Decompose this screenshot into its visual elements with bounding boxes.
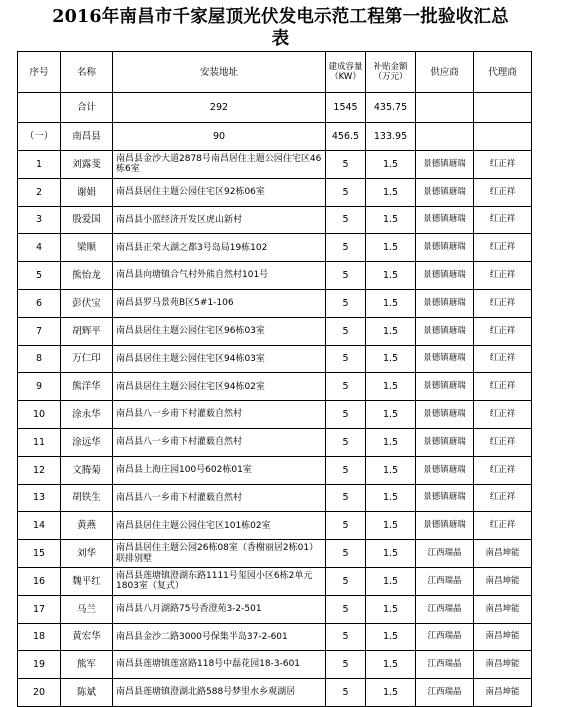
- row-subsidy: 1.5: [366, 401, 416, 429]
- total-capacity: 1545: [326, 93, 366, 123]
- row-seq: 19: [18, 651, 61, 679]
- row-agent: 南昌坤能: [474, 679, 532, 707]
- row-capacity: 5: [326, 623, 366, 651]
- row-address: 南昌县金沙二路3000号保集半岛37-2-601: [113, 623, 326, 651]
- row-seq: 18: [18, 623, 61, 651]
- county-supplier: [416, 123, 474, 151]
- row-agent: 红正祥: [474, 373, 532, 401]
- row-name: 胡铁生: [61, 484, 113, 512]
- row-address: 南昌县居住主题公园26栋08室（香榭丽居2栋01）联排别墅: [113, 540, 326, 568]
- row-address: 南昌县莲塘镇莲富路118号中磊花园18-3-601: [113, 651, 326, 679]
- county-capacity: 456.5: [326, 123, 366, 151]
- row-supplier: 景德镇瑭瑞: [416, 234, 474, 262]
- acceptance-summary-table: [17, 51, 532, 707]
- row-name: 胡辉平: [61, 317, 113, 345]
- row-name: 熊怡龙: [61, 262, 113, 290]
- header-agent: 代理商: [474, 52, 532, 93]
- row-supplier: 景德镇瑭瑞: [416, 345, 474, 373]
- row-seq: 14: [18, 512, 61, 540]
- row-subsidy: 1.5: [366, 512, 416, 540]
- row-address: 南昌县八一乡甫下村灌薮自然村: [113, 484, 326, 512]
- table-row: [18, 234, 532, 262]
- header-subsidy: 补贴金额（万元）: [366, 52, 416, 93]
- row-agent: 红正祥: [474, 456, 532, 484]
- row-seq: 9: [18, 373, 61, 401]
- row-address: 南昌县罗马景苑B区5#1-106: [113, 289, 326, 317]
- row-seq: 12: [18, 456, 61, 484]
- row-capacity: 5: [326, 567, 366, 595]
- row-agent: 红正祥: [474, 428, 532, 456]
- row-capacity: 5: [326, 234, 366, 262]
- row-capacity: 5: [326, 651, 366, 679]
- row-address: 南昌县向塘镇合气村外熊自然村101号: [113, 262, 326, 290]
- row-seq: 11: [18, 428, 61, 456]
- row-address: 南昌县居住主题公园住宅区101栋02室: [113, 512, 326, 540]
- table-row: [18, 428, 532, 456]
- row-capacity: 5: [326, 317, 366, 345]
- row-capacity: 5: [326, 679, 366, 707]
- county-subsidy: 133.95: [366, 123, 416, 151]
- row-seq: 17: [18, 595, 61, 623]
- row-supplier: 景德镇瑭瑞: [416, 317, 474, 345]
- row-seq: 15: [18, 540, 61, 568]
- row-address: 南昌县莲塘镇澄湖东路1111号玺园小区6栋2单元1803室（复式）: [113, 567, 326, 595]
- total-row: [18, 93, 532, 123]
- row-seq: 5: [18, 262, 61, 290]
- row-capacity: 5: [326, 178, 366, 206]
- total-supplier: [416, 93, 474, 123]
- row-supplier: 景德镇瑭瑞: [416, 178, 474, 206]
- row-subsidy: 1.5: [366, 595, 416, 623]
- row-address: 南昌县居住主题公园住宅区94栋02室: [113, 373, 326, 401]
- row-address: 南昌县居住主题公园住宅区94栋03室: [113, 345, 326, 373]
- row-capacity: 5: [326, 401, 366, 429]
- row-agent: 红正祥: [474, 178, 532, 206]
- row-seq: 20: [18, 679, 61, 707]
- row-seq: 2: [18, 178, 61, 206]
- table-row: [18, 623, 532, 651]
- row-capacity: 5: [326, 595, 366, 623]
- table-row: [18, 317, 532, 345]
- row-seq: 16: [18, 567, 61, 595]
- total-agent: [474, 93, 532, 123]
- row-name: 涂远华: [61, 428, 113, 456]
- row-agent: 红正祥: [474, 484, 532, 512]
- table-row: [18, 484, 532, 512]
- row-supplier: 景德镇瑭瑞: [416, 428, 474, 456]
- row-subsidy: 1.5: [366, 206, 416, 234]
- row-name: 梁顺: [61, 234, 113, 262]
- row-agent: 南昌坤能: [474, 623, 532, 651]
- row-name: 熊军: [61, 651, 113, 679]
- row-capacity: 5: [326, 456, 366, 484]
- title-line-1: 2016年南昌市千家屋顶光伏发电示范工程第一批验收汇总: [52, 7, 509, 27]
- row-subsidy: 1.5: [366, 567, 416, 595]
- table-row: [18, 373, 532, 401]
- county-seq: （一）: [18, 123, 61, 151]
- table-row: [18, 456, 532, 484]
- row-name: 殷爱国: [61, 206, 113, 234]
- table-row: [18, 651, 532, 679]
- row-capacity: 5: [326, 540, 366, 568]
- row-capacity: 5: [326, 484, 366, 512]
- row-address: 南昌县八一乡甫下村灌薮自然村: [113, 428, 326, 456]
- row-seq: 10: [18, 401, 61, 429]
- row-agent: 红正祥: [474, 234, 532, 262]
- row-seq: 8: [18, 345, 61, 373]
- row-address: 南昌县居住主题公园住宅区96栋03室: [113, 317, 326, 345]
- row-name: 彭伏宝: [61, 289, 113, 317]
- table-row: [18, 345, 532, 373]
- row-agent: 红正祥: [474, 262, 532, 290]
- row-name: 万仁印: [61, 345, 113, 373]
- row-name: 马兰: [61, 595, 113, 623]
- row-supplier: 江西瑞晶: [416, 679, 474, 707]
- row-subsidy: 1.5: [366, 178, 416, 206]
- row-subsidy: 1.5: [366, 428, 416, 456]
- row-agent: 红正祥: [474, 512, 532, 540]
- page-title: [0, 6, 561, 50]
- header-name: 名称: [61, 52, 113, 93]
- total-count: 292: [113, 93, 326, 123]
- row-agent: 南昌坤能: [474, 595, 532, 623]
- row-name: 熊洋华: [61, 373, 113, 401]
- header-address: 安装地址: [113, 52, 326, 93]
- table-row: [18, 595, 532, 623]
- row-subsidy: 1.5: [366, 345, 416, 373]
- row-capacity: 5: [326, 512, 366, 540]
- table-row: [18, 262, 532, 290]
- header-capacity: 建成容量（KW）: [326, 52, 366, 93]
- row-address: 南昌县金沙大道2878号南昌居住主题公园住宅区46栋6室: [113, 151, 326, 179]
- row-supplier: 景德镇瑭瑞: [416, 401, 474, 429]
- row-supplier: 江西瑞晶: [416, 651, 474, 679]
- total-seq: [18, 93, 61, 123]
- row-agent: 南昌坤能: [474, 651, 532, 679]
- row-agent: 红正祥: [474, 401, 532, 429]
- row-agent: 南昌坤能: [474, 540, 532, 568]
- row-subsidy: 1.5: [366, 317, 416, 345]
- row-capacity: 5: [326, 289, 366, 317]
- row-name: 谢娟: [61, 178, 113, 206]
- row-seq: 1: [18, 151, 61, 179]
- row-capacity: 5: [326, 151, 366, 179]
- row-name: 黄宏华: [61, 623, 113, 651]
- table-row: [18, 151, 532, 179]
- row-subsidy: 1.5: [366, 679, 416, 707]
- row-supplier: 江西瑞晶: [416, 595, 474, 623]
- row-supplier: 江西瑞晶: [416, 567, 474, 595]
- row-subsidy: 1.5: [366, 484, 416, 512]
- header-row: [18, 52, 532, 93]
- table-row: [18, 401, 532, 429]
- header-supplier: 供应商: [416, 52, 474, 93]
- row-capacity: 5: [326, 373, 366, 401]
- row-supplier: 景德镇瑭瑞: [416, 373, 474, 401]
- row-subsidy: 1.5: [366, 234, 416, 262]
- row-seq: 6: [18, 289, 61, 317]
- row-subsidy: 1.5: [366, 623, 416, 651]
- row-subsidy: 1.5: [366, 151, 416, 179]
- table-row: [18, 512, 532, 540]
- row-capacity: 5: [326, 345, 366, 373]
- row-name: 黄燕: [61, 512, 113, 540]
- row-address: 南昌县莲塘镇澄湖北路588号梦里水乡观湖居: [113, 679, 326, 707]
- row-seq: 7: [18, 317, 61, 345]
- table-row: [18, 540, 532, 568]
- total-subsidy: 435.75: [366, 93, 416, 123]
- table-row: [18, 289, 532, 317]
- row-subsidy: 1.5: [366, 540, 416, 568]
- row-address: 南昌县居住主题公园住宅区92栋06室: [113, 178, 326, 206]
- row-address: 南昌县八月湖路75号香澄苑3-2-501: [113, 595, 326, 623]
- county-agent: [474, 123, 532, 151]
- row-subsidy: 1.5: [366, 373, 416, 401]
- row-name: 涂永华: [61, 401, 113, 429]
- row-subsidy: 1.5: [366, 262, 416, 290]
- row-address: 南昌县八一乡甫下村灌薮自然村: [113, 401, 326, 429]
- row-seq: 3: [18, 206, 61, 234]
- county-count: 90: [113, 123, 326, 151]
- table-row: [18, 567, 532, 595]
- row-address: 南昌县小蓝经济开发区虎山新村: [113, 206, 326, 234]
- table-row: [18, 679, 532, 707]
- row-subsidy: 1.5: [366, 289, 416, 317]
- county-name: 南昌县: [61, 123, 113, 151]
- row-capacity: 5: [326, 206, 366, 234]
- row-name: 魏平红: [61, 567, 113, 595]
- row-supplier: 景德镇瑭瑞: [416, 289, 474, 317]
- table-row: [18, 206, 532, 234]
- row-capacity: 5: [326, 428, 366, 456]
- row-address: 南昌县上海庄园100号602栋01室: [113, 456, 326, 484]
- header-seq: 序号: [18, 52, 61, 93]
- row-name: 刘露斐: [61, 151, 113, 179]
- row-agent: 红正祥: [474, 345, 532, 373]
- row-agent: 红正祥: [474, 151, 532, 179]
- row-supplier: 景德镇瑭瑞: [416, 206, 474, 234]
- row-address: 南昌县正荣大湖之都3号岛局19栋102: [113, 234, 326, 262]
- row-capacity: 5: [326, 262, 366, 290]
- row-supplier: 景德镇瑭瑞: [416, 484, 474, 512]
- table-row: [18, 178, 532, 206]
- row-agent: 红正祥: [474, 289, 532, 317]
- row-supplier: 景德镇瑭瑞: [416, 512, 474, 540]
- row-agent: 红正祥: [474, 317, 532, 345]
- total-label: 合计: [61, 93, 113, 123]
- row-seq: 4: [18, 234, 61, 262]
- row-agent: 南昌坤能: [474, 567, 532, 595]
- title-line-2: 表: [271, 29, 290, 49]
- row-name: 陈斌: [61, 679, 113, 707]
- row-supplier: 江西瑞晶: [416, 540, 474, 568]
- county-row: [18, 123, 532, 151]
- row-supplier: 景德镇瑭瑞: [416, 151, 474, 179]
- row-subsidy: 1.5: [366, 651, 416, 679]
- row-supplier: 江西瑞晶: [416, 623, 474, 651]
- row-agent: 红正祥: [474, 206, 532, 234]
- row-supplier: 景德镇瑭瑞: [416, 262, 474, 290]
- row-seq: 13: [18, 484, 61, 512]
- row-subsidy: 1.5: [366, 456, 416, 484]
- row-name: 文腾菊: [61, 456, 113, 484]
- row-supplier: 景德镇瑭瑞: [416, 456, 474, 484]
- row-name: 刘华: [61, 540, 113, 568]
